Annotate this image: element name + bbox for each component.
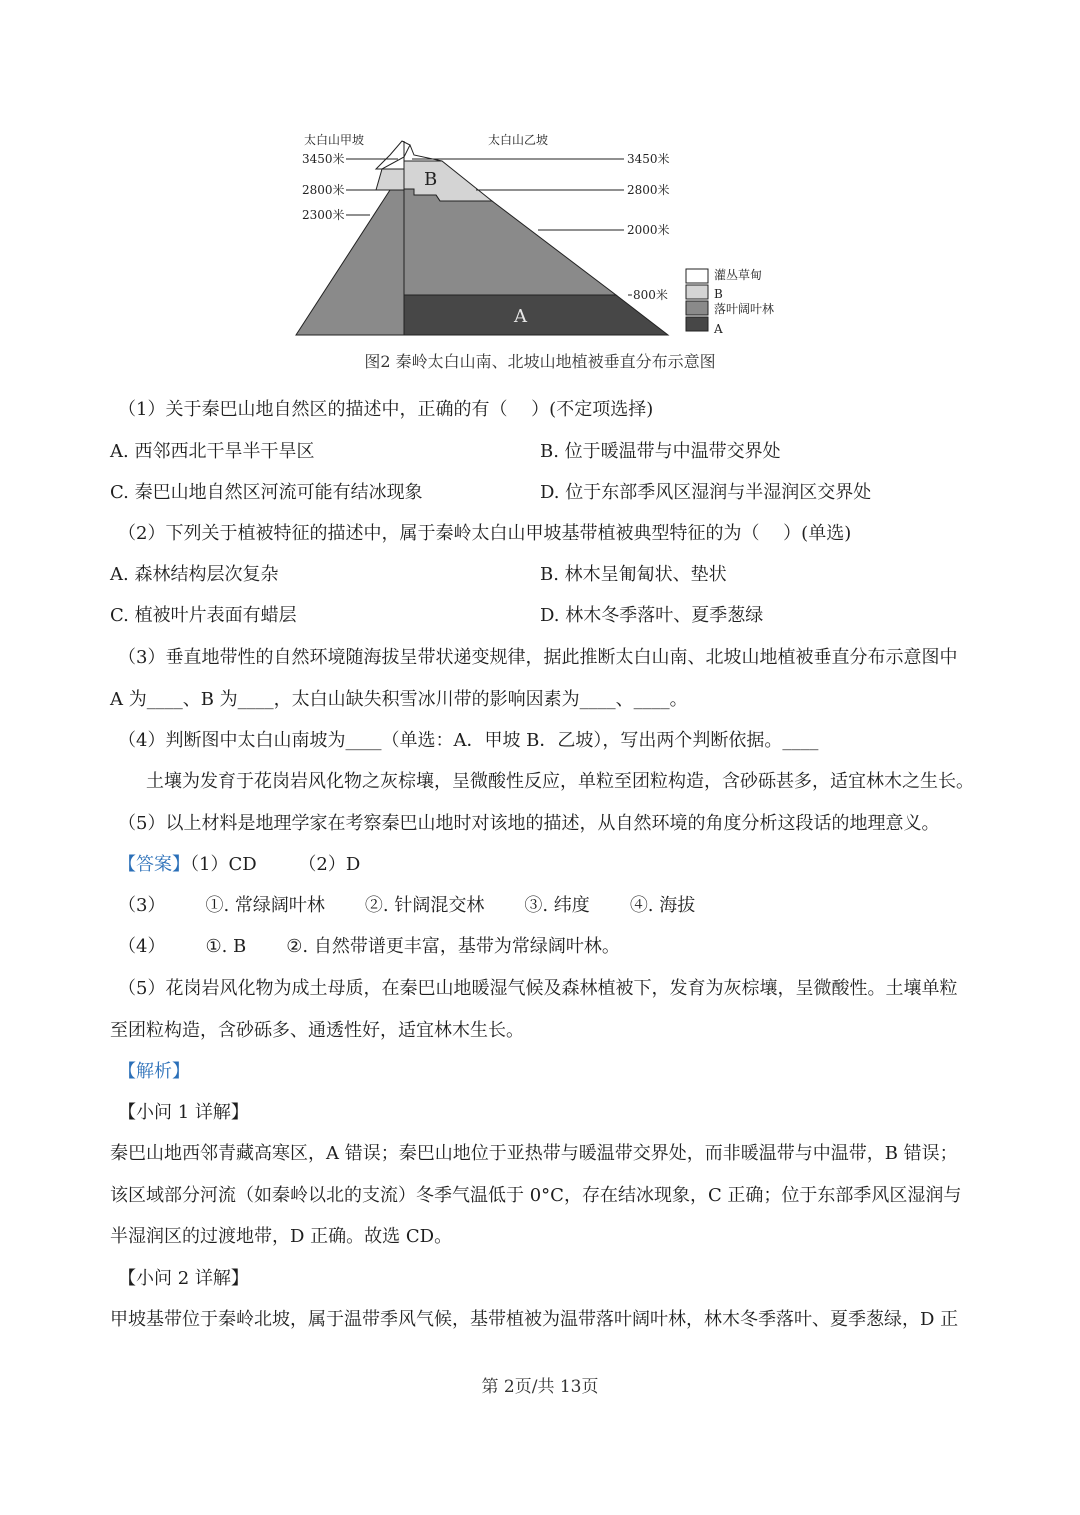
zone-a-label: A xyxy=(514,306,527,327)
legend-a-label: A xyxy=(714,322,723,336)
q1-option-c: C. 秦巴山地自然区河流可能有结冰现象 xyxy=(110,482,423,503)
zone-b-label: B xyxy=(424,169,438,190)
q1-option-d: D. 位于东部季风区湿润与半湿润区交界处 xyxy=(540,482,872,503)
answer-5-line-2: 至团粒构造，含砂砾多、通透性好，适宜林木生长。 xyxy=(110,1020,524,1041)
legend-b-swatch xyxy=(686,285,708,299)
legend-deciduous-label: 落叶阔叶林 xyxy=(714,302,775,316)
legend-a-swatch xyxy=(686,317,708,331)
right-alt-800: 800米 xyxy=(633,288,668,302)
answer-4-label: （4） xyxy=(118,936,166,957)
material-text: 土壤为发育于花岗岩风化物之灰棕壤，呈微酸性反应，单粒至团粒构造，含砂砾甚多，适宜林木之生长。 xyxy=(146,771,974,792)
question-4: （4）判断图中太白山南坡为____（单选：A．甲坡 B．乙坡），写出两个判断依据。____ xyxy=(118,730,819,751)
question-5: （5）以上材料是地理学家在考察秦巴山地时对该地的描述，从自然环境的角度分析这段话的地理意义。 xyxy=(118,813,940,834)
legend-meadow-label: 灌丛草甸 xyxy=(714,268,763,282)
analysis-heading-2: 【小问 2 详解】 xyxy=(118,1268,249,1289)
answer-3-item-4: ④. 海拔 xyxy=(629,895,696,916)
answer-1-2: （1）CD （2）D xyxy=(190,854,361,875)
analysis-heading-1: 【小问 1 详解】 xyxy=(118,1102,249,1123)
q1-option-a: A. 西邻西北干旱半干旱区 xyxy=(110,441,315,462)
legend-b-label: B xyxy=(714,287,723,301)
answer-4-item-1: ①. B xyxy=(205,936,247,957)
answer-4 xyxy=(118,935,620,959)
answer-3-item-3: ③. 纬度 xyxy=(524,895,590,916)
analysis-1-line-2: 该区域部分河流（如秦岭以北的支流）冬季气温低于 0°C，存在结冰现象，C 正确；位于东部季风区湿润与 xyxy=(110,1185,962,1206)
analysis-2-line-1: 甲坡基带位于秦岭北坡，属于温带季风气候，基带植被为温带落叶阔叶林，林木冬季落叶、夏季葱绿，D 正 xyxy=(110,1309,959,1330)
vegetation-diagram xyxy=(290,125,800,375)
answer-line-1 xyxy=(118,853,360,877)
figure-caption: 图2 秦岭太白山南、北坡山地植被垂直分布示意图 xyxy=(364,352,716,371)
analysis-tag: 【解析】 xyxy=(118,1061,190,1082)
right-slope-a xyxy=(404,295,668,335)
left-slope-b xyxy=(376,169,404,190)
answer-3-item-2: ②. 针阔混交林 xyxy=(364,895,485,916)
left-slope-label: 太白山甲坡 xyxy=(304,133,365,147)
left-alt-2300: 2300米 xyxy=(302,208,345,222)
answer-4-item-2: ②. 自然带谱更丰富，基带为常绿阔叶林。 xyxy=(286,936,620,957)
right-alt-3450: 3450米 xyxy=(627,152,670,166)
answer-3 xyxy=(118,894,695,918)
analysis-1-line-3: 半湿润区的过渡地带，D 正确。故选 CD。 xyxy=(110,1226,453,1247)
q2-option-a: A. 森林结构层次复杂 xyxy=(110,564,279,585)
q1-option-b: B. 位于暖温带与中温带交界处 xyxy=(540,441,781,462)
q2-option-c: C. 植被叶片表面有蜡层 xyxy=(110,605,297,626)
right-slope-deciduous xyxy=(404,189,616,295)
q2-option-b: B. 林木呈匍匐状、垫状 xyxy=(540,564,727,585)
left-alt-2800: 2800米 xyxy=(302,183,345,197)
right-slope-label: 太白山乙坡 xyxy=(488,133,549,147)
question-3-line-1: （3）垂直地带性的自然环境随海拔呈带状递变规律，据此推断太白山南、北坡山地植被垂直分布示意图中 xyxy=(118,647,958,668)
question-3-line-2: A 为____、B 为____，太白山缺失积雪冰川带的影响因素为____、____。 xyxy=(110,689,688,710)
answer-tag: 【答案】 xyxy=(118,854,190,875)
analysis-1-line-1: 秦巴山地西邻青藏高寒区，A 错误；秦巴山地位于亚热带与暖温带交界处，而非暖温带与中温带，B 错误； xyxy=(110,1143,958,1164)
right-alt-2800: 2800米 xyxy=(627,183,670,197)
legend-meadow-swatch xyxy=(686,269,708,283)
right-alt-2000: 2000米 xyxy=(627,223,670,237)
answer-3-label: （3） xyxy=(118,895,166,916)
left-alt-3450: 3450米 xyxy=(302,152,345,166)
answer-5-line-1: （5）花岗岩风化物为成土母质，在秦巴山地暖湿气候及森林植被下，发育为灰棕壤，呈微酸性。土壤单粒 xyxy=(118,978,958,999)
page-footer: 第 2页/共 13页 xyxy=(481,1377,599,1397)
question-1: （1）关于秦巴山地自然区的描述中，正确的有（ ）(不定项选择) xyxy=(118,399,654,420)
answer-3-item-1: ①. 常绿阔叶林 xyxy=(205,895,325,916)
q2-option-d: D. 林木冬季落叶、夏季葱绿 xyxy=(540,605,764,626)
legend-deciduous-swatch xyxy=(686,301,708,315)
question-2: （2）下列关于植被特征的描述中，属于秦岭太白山甲坡基带植被典型特征的为（ ）(单选) xyxy=(118,523,852,544)
